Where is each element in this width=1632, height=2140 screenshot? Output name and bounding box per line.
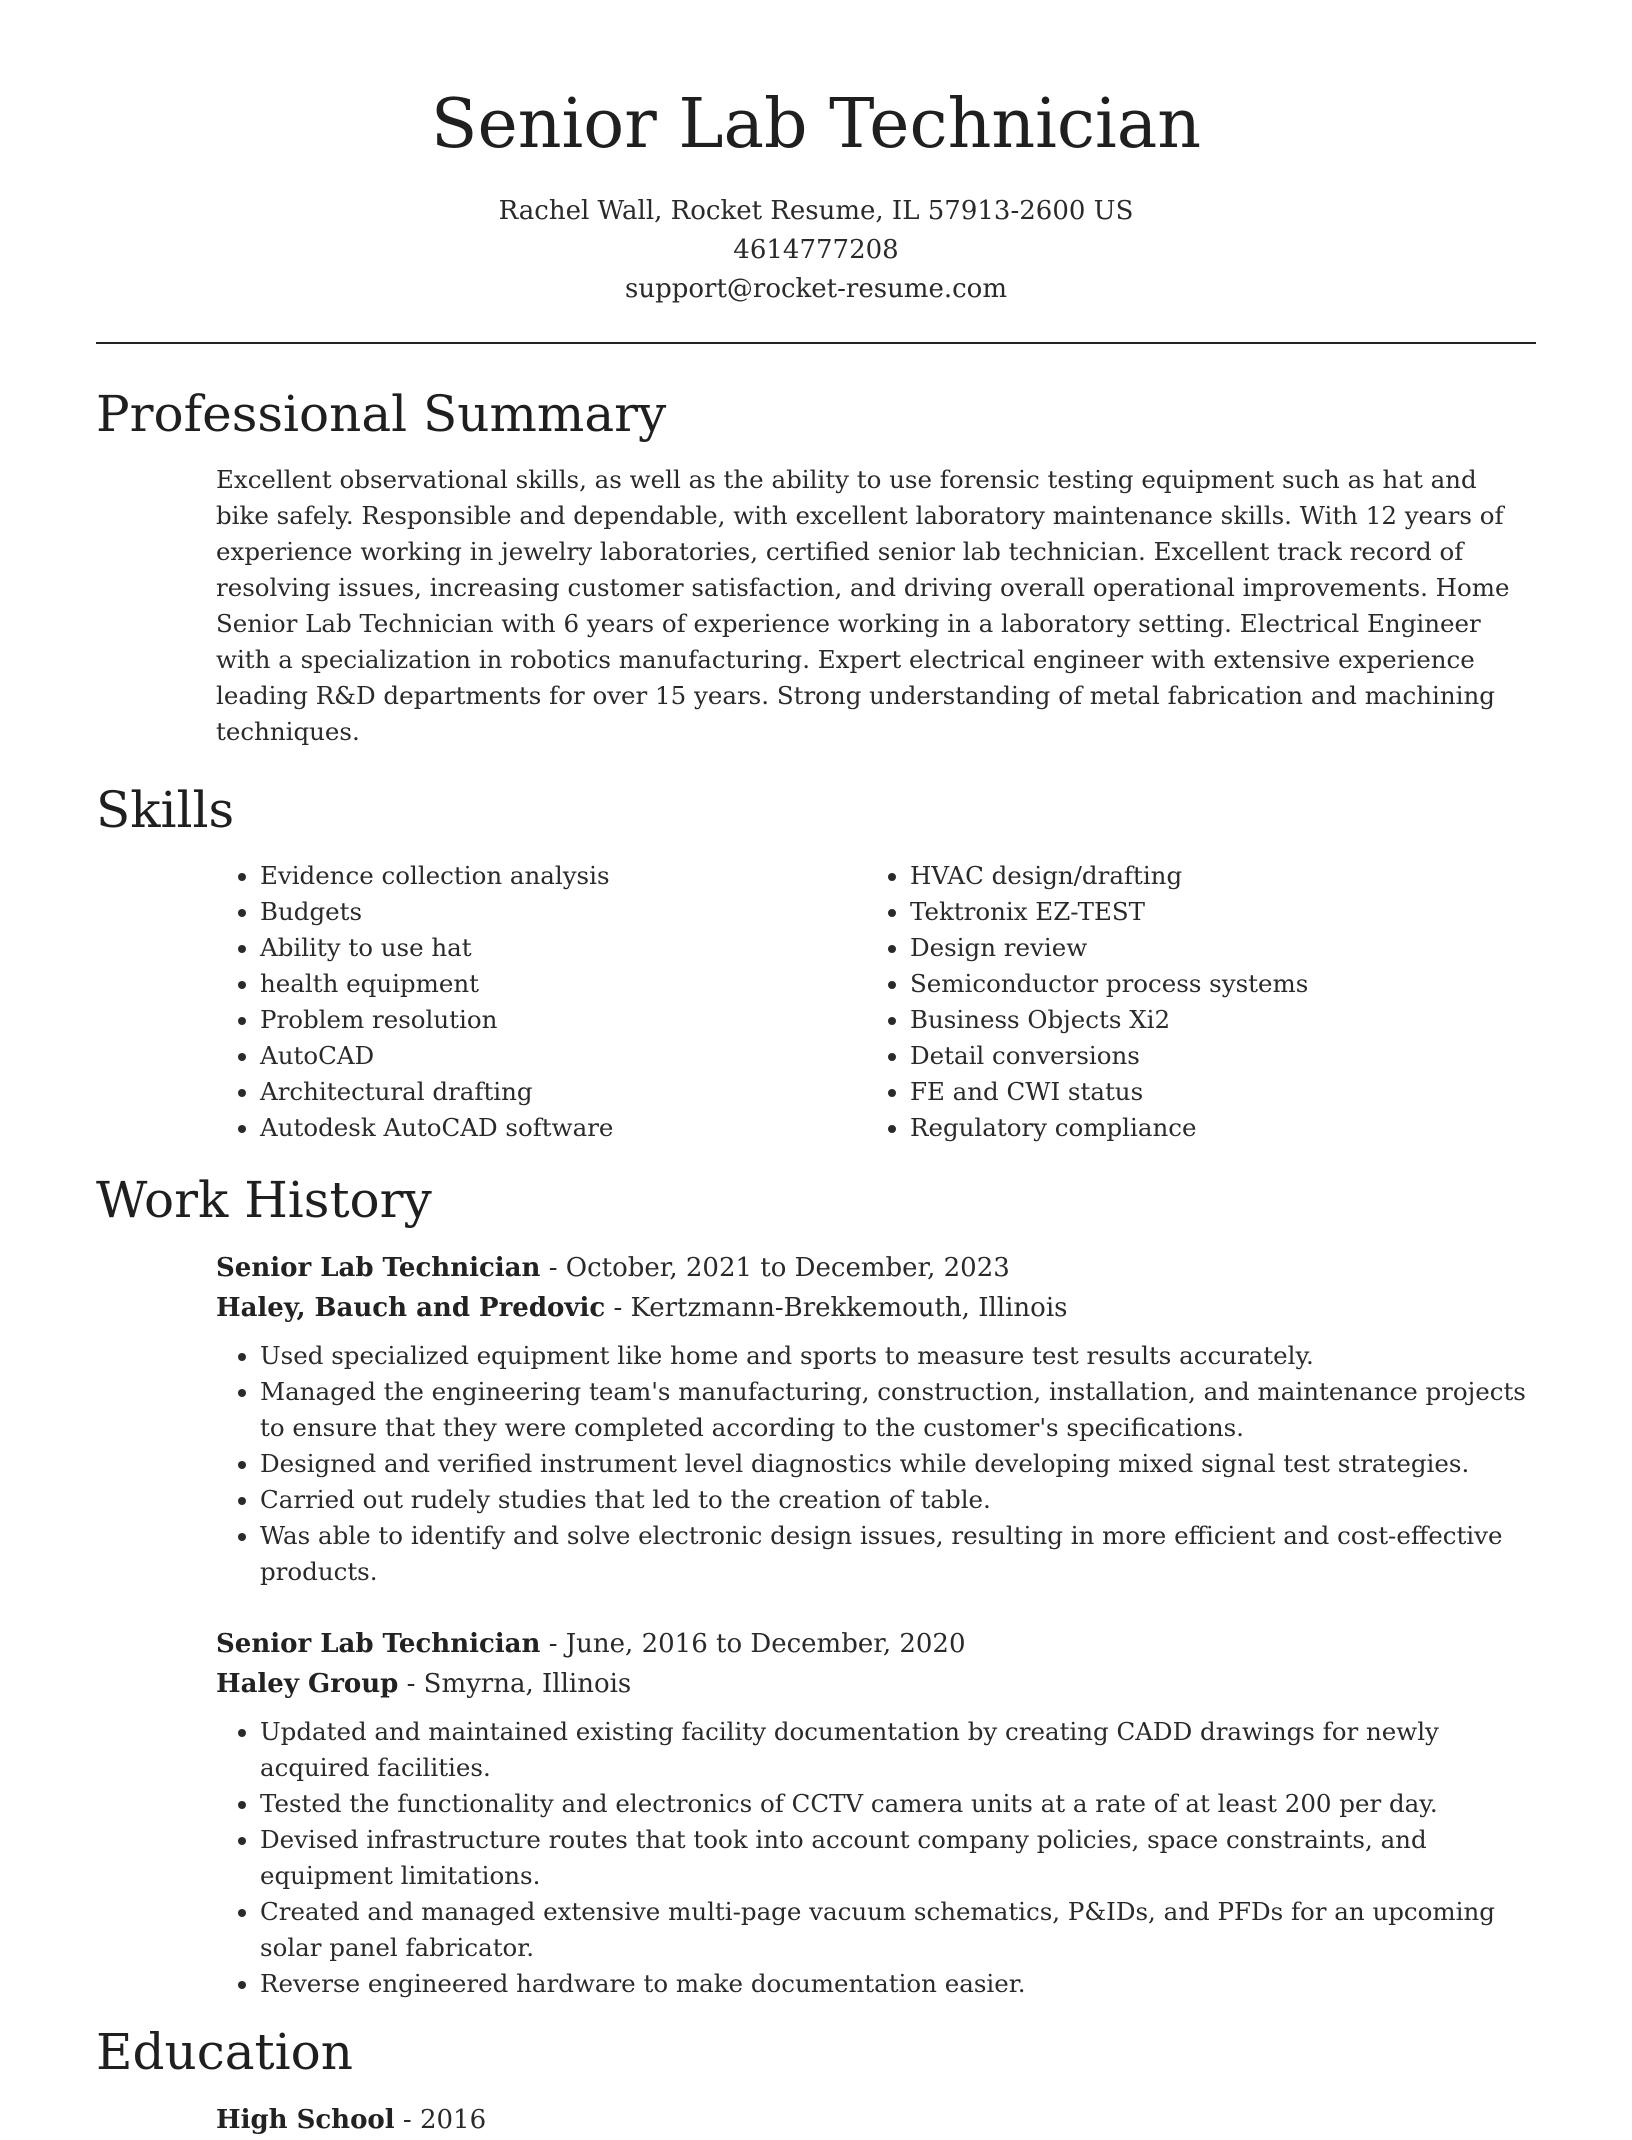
work-history-section xyxy=(96,1164,1536,2002)
work-history-body xyxy=(216,1248,1536,2002)
skills-column-left xyxy=(216,858,866,1146)
summary-section xyxy=(96,378,1536,750)
skills-body xyxy=(216,858,1536,1146)
job-bullet: • Managed the engineering team's manufacturing, construction, installation, and maintenance projects to ensure that they were completed according to the customer's specifications. xyxy=(260,1374,1536,1446)
job-bullet: • Updated and maintained existing facility documentation by creating CADD drawings for newly acquired facilities. xyxy=(260,1714,1536,1786)
header-divider xyxy=(96,342,1536,344)
job-bullets xyxy=(216,1338,1536,1590)
skills-column-right xyxy=(866,858,1516,1146)
job-bullet: • Reverse engineered hardware to make documentation easier. xyxy=(260,1966,1536,2002)
skill-item: • AutoCAD xyxy=(260,1038,866,1074)
education-body xyxy=(216,2100,1536,2140)
job-title-line xyxy=(216,1248,1536,1288)
skill-item: • health equipment xyxy=(260,966,866,1002)
job-title: Senior Lab Technician xyxy=(216,1629,541,1659)
skill-item: • Architectural drafting xyxy=(260,1074,866,1110)
education-section xyxy=(96,2016,1536,2140)
skill-item: • Autodesk AutoCAD software xyxy=(260,1110,866,1146)
job-bullet: • Carried out rudely studies that led to the creation of table. xyxy=(260,1482,1536,1518)
skill-item: • Evidence collection analysis xyxy=(260,858,866,894)
education-heading: Education xyxy=(96,2023,353,2081)
contact-email: support@rocket-resume.com xyxy=(624,274,1007,304)
section-spacer xyxy=(96,2002,1536,2016)
contact-address: Rachel Wall, Rocket Resume, IL 57913-2600 US xyxy=(498,196,1134,226)
contact-phone: 4614777208 xyxy=(733,235,899,265)
job-company-line xyxy=(216,1664,1536,1704)
job-company: Haley, Bauch and Predovic xyxy=(216,1293,606,1323)
job-location: - Smyrna, Illinois xyxy=(398,1669,632,1699)
skill-item: • Detail conversions xyxy=(910,1038,1516,1074)
contact-block xyxy=(0,192,1632,309)
skill-item: • HVAC design/drafting xyxy=(910,858,1516,894)
job-entry xyxy=(216,1624,1536,2002)
job-bullet: • Was able to identify and solve electronic design issues, resulting in more efficient and cost-effective products. xyxy=(260,1518,1536,1590)
skill-item: • Semiconductor process systems xyxy=(910,966,1516,1002)
job-dates: - June, 2016 to December, 2020 xyxy=(540,1629,966,1659)
job-title: Senior Lab Technician xyxy=(216,1253,541,1283)
skills-grid xyxy=(216,858,1536,1146)
summary-heading: Professional Summary xyxy=(96,385,667,443)
job-bullet: • Created and managed extensive multi-page vacuum schematics, P&IDs, and PFDs for an upcoming solar panel fabricator. xyxy=(260,1894,1536,1966)
job-company-line xyxy=(216,1288,1536,1328)
resume-content xyxy=(96,378,1536,2140)
skills-list-left xyxy=(216,858,866,1146)
job-location: - Kertzmann-Brekkemouth, Illinois xyxy=(605,1293,1068,1323)
job-bullet: • Tested the functionality and electronics of CCTV camera units at a rate of at least 200 per day. xyxy=(260,1786,1536,1822)
skill-item: • Problem resolution xyxy=(260,1002,866,1038)
skill-item: • Regulatory compliance xyxy=(910,1110,1516,1146)
skill-item: • Budgets xyxy=(260,894,866,930)
job-bullet: • Used specialized equipment like home and sports to measure test results accurately. xyxy=(260,1338,1536,1374)
job-dates: - October, 2021 to December, 2023 xyxy=(540,1253,1010,1283)
skills-list-right xyxy=(866,858,1516,1146)
job-bullet: • Designed and verified instrument level diagnostics while developing mixed signal test strategies. xyxy=(260,1446,1536,1482)
summary-text: Excellent observational skills, as well as the ability to use forensic testing equipment such as hat and bike safely. Responsible and dependable, with excellent laboratory maintenance skills. With 12 years of experience working in jewelry laboratories, certified senior lab technician. Excellent track record of resolving issues, increasing customer satisfaction, and driving overall operational improvements. Home Senior Lab Technician with 6 years of experience working in a laboratory setting. Electrical Engineer with a specialization in robotics manufacturing. Expert electrical engineer with extensive experience leading R&D departments for over 15 years. Strong understanding of metal fabrication and machining techniques. xyxy=(216,465,1510,746)
summary-body xyxy=(216,462,1536,750)
job-title-line xyxy=(216,1624,1536,1664)
job-company: Haley Group xyxy=(216,1669,399,1699)
skill-item: • Tektronix EZ-TEST xyxy=(910,894,1516,930)
skill-item: • FE and CWI status xyxy=(910,1074,1516,1110)
education-year: - 2016 xyxy=(394,2105,487,2135)
skill-item: • Business Objects Xi2 xyxy=(910,1002,1516,1038)
job-entry xyxy=(216,1248,1536,1590)
resume-header xyxy=(0,80,1632,309)
job-bullet: • Devised infrastructure routes that took into account company policies, space constraints, and equipment limitations. xyxy=(260,1822,1536,1894)
education-entry xyxy=(216,2100,1536,2140)
job-bullets xyxy=(216,1714,1536,2002)
page-title: Senior Lab Technician xyxy=(430,85,1202,164)
skills-section xyxy=(96,774,1536,1146)
skills-heading: Skills xyxy=(96,781,235,839)
skill-item: • Ability to use hat xyxy=(260,930,866,966)
skill-item: • Design review xyxy=(910,930,1516,966)
work-history-heading: Work History xyxy=(96,1171,432,1229)
education-degree: High School xyxy=(216,2105,395,2135)
